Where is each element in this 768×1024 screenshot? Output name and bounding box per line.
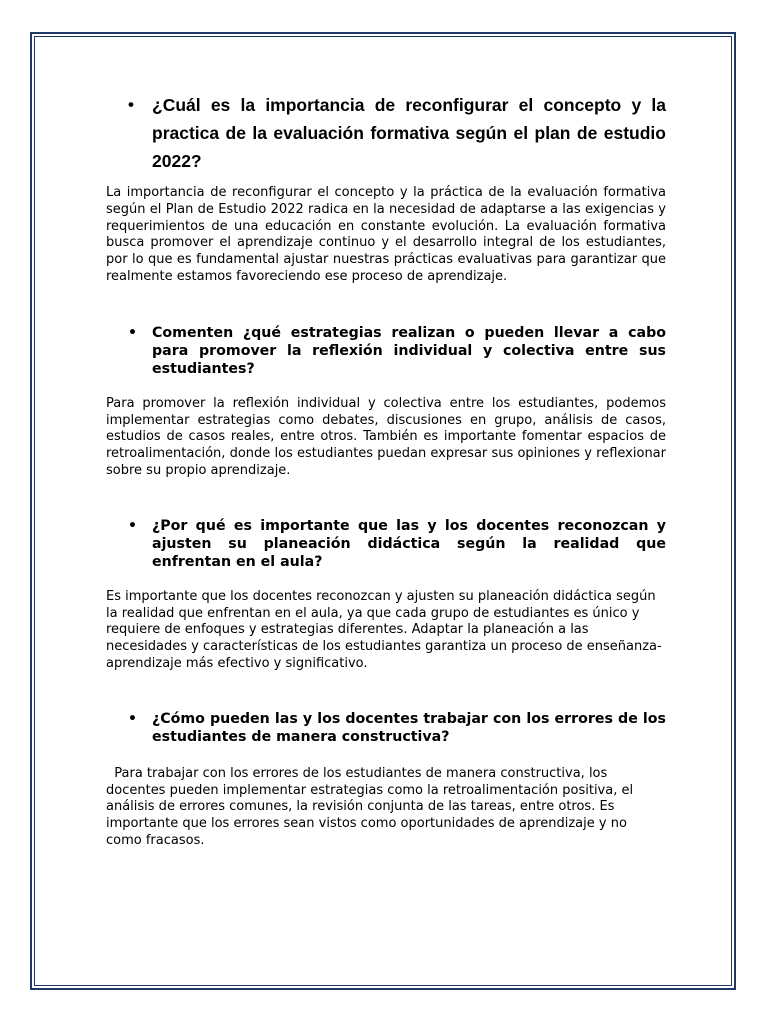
bullet-icon: •	[128, 710, 137, 727]
answer-4	[106, 766, 666, 850]
question-1-text: ¿Cuál es la importancia de reconfigurar el concepto y la practica de la evaluación formativa según el plan de estudio 2022?	[152, 95, 666, 171]
question-4	[106, 710, 666, 746]
bullet-icon: •	[128, 324, 137, 341]
question-3	[106, 517, 666, 571]
question-2	[106, 324, 666, 378]
answer-1: La importancia de reconfigurar el concepto y la práctica de la evaluación formativa según el Plan de Estudio 2022 radica en la necesidad de adaptarse a las exigencias y requerimientos de una educación en constante evolución. La evaluación formativa busca promover el aprendizaje continuo y el desarrollo integral de los estudiantes, por lo que es fundamental ajustar nuestras prácticas evaluativas para garantizar que realmente estamos favoreciendo ese proceso de aprendizaje.	[106, 185, 666, 284]
answer-3: Es importante que los docentes reconozcan y ajusten su planeación didáctica según la realidad que enfrentan en el aula, ya que cada grupo de estudiantes es único y requiere de enfoques y estrategias diferentes. Adaptar la planeación a las necesidades y características de los estudiantes garantiza un proceso de enseñanza-aprendizaje más efectivo y significativo.	[106, 588, 662, 671]
question-1	[106, 91, 666, 175]
document-body	[106, 88, 666, 850]
answer-2: Para promover la reflexión individual y colectiva entre los estudiantes, podemos implementar estrategias como debates, discusiones en grupo, análisis de casos, estudios de casos reales, entre otros. También es importante fomentar espacios de retroalimentación, donde los estudiantes puedan expresar sus opiniones y reflexionar sobre su propio aprendizaje.	[106, 395, 666, 478]
question-4-text: ¿Cómo pueden las y los docentes trabajar con los errores de los estudiantes de manera constructiva?	[152, 710, 666, 745]
bullet-icon: •	[128, 95, 134, 114]
answer-4-text: Para trabajar con los errores de los estudiantes de manera constructiva, los docentes pueden implementar estrategias como la retroalimentación positiva, el análisis de errores comunes, la revisión conjunta de las tareas, entre otros. Es importante que los errores sean vistos como oportunidades de aprendizaje y no como fracasos.	[106, 765, 634, 848]
question-3-text: ¿Por qué es importante que las y los docentes reconozcan y ajusten su planeación didáctica según la realidad que enfrentan en el aula?	[152, 517, 666, 570]
question-2-text: Comenten ¿qué estrategias realizan o pueden llevar a cabo para promover la reflexión individual y colectiva entre sus estudiantes?	[152, 324, 666, 377]
bullet-icon: •	[128, 517, 137, 534]
